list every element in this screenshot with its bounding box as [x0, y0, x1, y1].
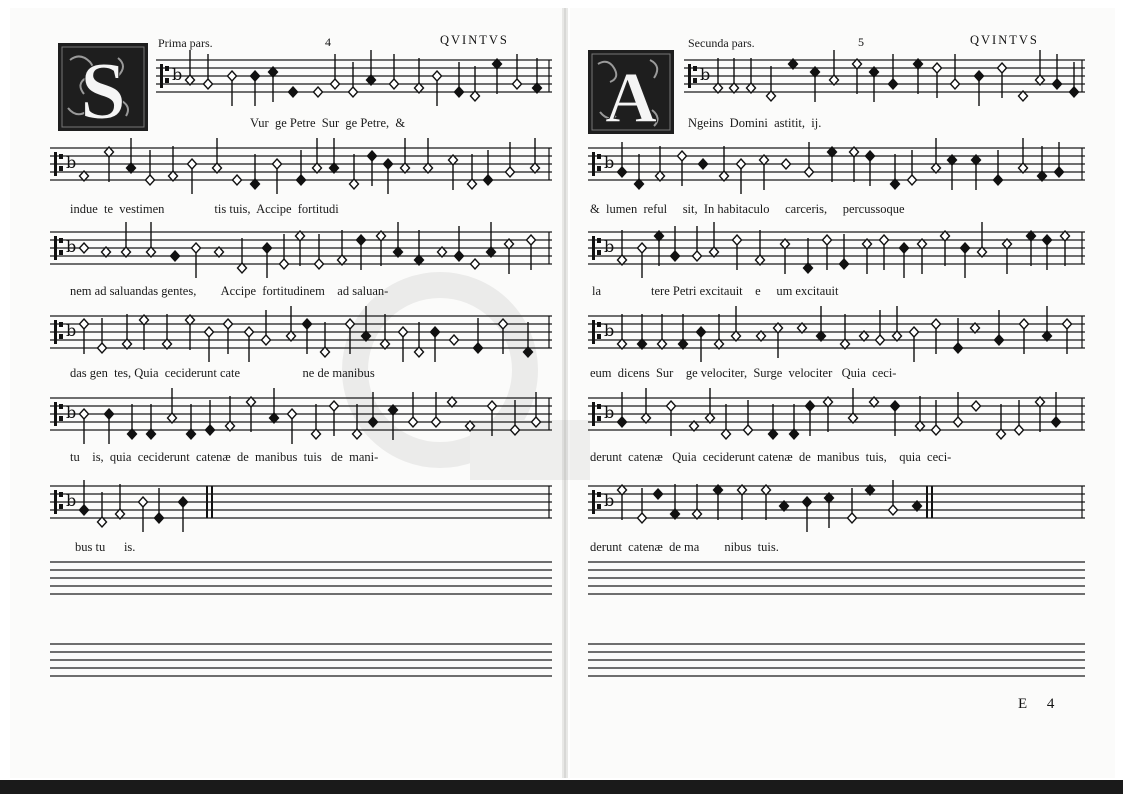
- flat-sign: b: [604, 403, 615, 422]
- left-lyric-line-6: bus tu is.: [75, 540, 136, 554]
- flat-sign: b: [172, 65, 183, 84]
- decorated-initial-s: [58, 43, 148, 136]
- right-voice-name: QVINTVS: [970, 33, 1039, 47]
- flat-sign: b: [66, 321, 77, 340]
- left-lyric-line-2: indue te vestimen tis tuis, Accipe fortitudi: [70, 202, 339, 216]
- flat-sign: b: [66, 237, 77, 256]
- right-lyric-line-6: derunt catenæ de ma nibus tuis.: [590, 540, 779, 554]
- flat-sign: b: [700, 65, 711, 84]
- flat-sign: b: [604, 153, 615, 172]
- right-section-title: Secunda pars.: [688, 36, 755, 50]
- flat-sign: b: [66, 491, 77, 510]
- left-lyric-line-4: das gen tes, Quia ceciderunt cate ne de manibus: [70, 366, 375, 380]
- final-barline: [926, 486, 928, 518]
- right-lyric-line-4: eum dicens Sur ge velociter, Surge velociter Quia ceci-: [590, 366, 897, 380]
- left-lyric-line-5: tu is, quia ceciderunt catenæ de manibus tuis de mani-: [70, 450, 379, 464]
- svg-text:A: A: [605, 58, 657, 138]
- flat-sign: b: [604, 491, 615, 510]
- right-lyric-line-1: Ngeins Domini astitit, ij.: [688, 116, 822, 130]
- flat-sign: b: [604, 237, 615, 256]
- left-lyric-line-3: nem ad saluandas gentes, Accipe fortitudinem ad saluan-: [70, 284, 389, 298]
- signature-mark: E 4: [1018, 696, 1063, 712]
- svg-text:S: S: [80, 45, 126, 136]
- left-voice-name: QVINTVS: [440, 33, 509, 47]
- left-section-title: Prima pars.: [158, 36, 213, 50]
- right-lyric-line-2: & lumen reful sit, In habitaculo carceris, percussoque: [590, 202, 905, 216]
- left-page-number: 4: [325, 35, 331, 49]
- right-lyric-line-3: la tere Petri excitauit e um excitauit: [592, 284, 839, 298]
- right-page-number: 5: [858, 35, 864, 49]
- final-barline: [206, 486, 208, 518]
- left-lyric-line-1: Vur ge Petre Sur ge Petre, &: [250, 116, 406, 130]
- right-lyric-line-5: derunt catenæ Quia ceciderunt catenæ de manibus tuis, quia ceci-: [590, 450, 952, 464]
- decorated-initial-a: [588, 50, 674, 138]
- flat-sign: b: [604, 321, 615, 340]
- flat-sign: b: [66, 153, 77, 172]
- flat-sign: b: [66, 403, 77, 422]
